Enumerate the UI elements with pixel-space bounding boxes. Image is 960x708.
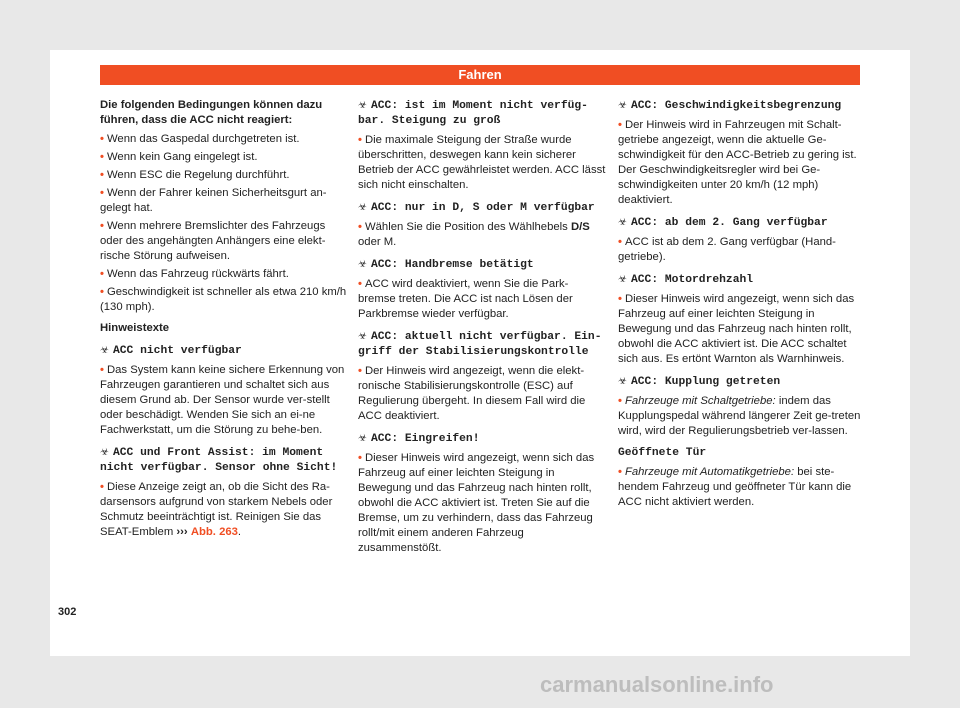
- section-banner: Fahren: [100, 65, 860, 85]
- message-text: • Fahrzeuge mit Schaltgetriebe: indem das Kupplungspedal während längerer Zeit ge-treten wird, wird der Regulierungsbetrieb ver-lassen.: [618, 394, 866, 439]
- arrow-icon: ›››: [176, 526, 188, 538]
- acc-warning-icon: ☣: [358, 433, 367, 444]
- acc-warning-icon: ☣: [100, 345, 109, 356]
- message-title: ☣ ACC: Eingreifen!: [358, 433, 480, 445]
- watermark: carmanualsonline.info: [540, 672, 774, 697]
- list-item: • Wenn mehrere Bremslichter des Fahrzeugs oder des angehängten Anhängers eine elekt-rische Störung aufweisen.: [100, 219, 348, 264]
- message-text: • Diese Anzeige zeigt an, ob die Sicht des Ra-darsensors aufgrund von starkem Nebels oder Schmutz beeinträchtigt ist. Reinigen Sie das SEAT-Emblem ››› Abb. 263.: [100, 480, 348, 540]
- acc-warning-icon: ☣: [100, 447, 109, 458]
- message-title: ☣ ACC: aktuell nicht verfügbar. Ein-griff der Stabilisierungskontrolle: [358, 331, 602, 358]
- message-title: ☣ ACC: Handbremse betätigt: [358, 259, 534, 271]
- list-item: • Wenn kein Gang eingelegt ist.: [100, 150, 348, 165]
- message-text: • Fahrzeuge mit Automatikgetriebe: bei ste-hendem Fahrzeug und geöffneter Tür kann die ACC nicht aktiviert werden.: [618, 465, 866, 510]
- message-text: • ACC ist ab dem 2. Gang verfügbar (Hand-getriebe).: [618, 235, 866, 265]
- message-title: ☣ ACC und Front Assist: im Moment nicht verfügbar. Sensor ohne Sicht!: [100, 447, 338, 474]
- figure-link[interactable]: Abb. 263: [190, 526, 238, 538]
- message-title: ☣ ACC: ab dem 2. Gang verfügbar: [618, 217, 828, 229]
- message-title: ☣ ACC nicht verfügbar: [100, 345, 242, 357]
- message-title: ☣ ACC: ist im Moment nicht verfüg-bar. Steigung zu groß: [358, 100, 588, 127]
- acc-warning-icon: ☣: [358, 202, 367, 213]
- message-text: • Das System kann keine sichere Erkennung von Fahrzeugen garantieren und schaltet sich aus diesem Grund ab. Der Sensor wurde ver-stellt oder beschädigt. Wenden Sie sich an ei-ne Fachwerkstatt, um die Störung zu behe-ben.: [100, 363, 348, 438]
- message-text: • Dieser Hinweis wird angezeigt, wenn sich das Fahrzeug auf einer leichten Steigung in Bewegung und das Fahrzeug nach hinten rollt, obwohl die ACC aktiviert ist. Treten Sie auf die Bremse, um zu verhindern, dass das Fahrzeug rollt/mit einem anderen Fahrzeug zusammenstößt.: [358, 451, 606, 556]
- list-item: • Wenn das Gaspedal durchgetreten ist.: [100, 132, 348, 147]
- acc-warning-icon: ☣: [618, 217, 627, 228]
- acc-warning-icon: ☣: [618, 376, 627, 387]
- message-text: • Der Hinweis wird angezeigt, wenn die elekt-ronische Stabilisierungskontrolle (ESC) auf Regulierung übergeht. In diesem Fall wird die ACC deaktiviert.: [358, 364, 606, 424]
- manual-page: [50, 50, 910, 656]
- message-title: ☣ ACC: Motordrehzahl: [618, 274, 754, 286]
- message-title: ☣ ACC: nur in D, S oder M verfügbar: [358, 202, 595, 214]
- message-title: Geöffnete Tür: [618, 447, 707, 459]
- list-item: • Wenn der Fahrer keinen Sicherheitsgurt an-gelegt hat.: [100, 186, 348, 216]
- page-number: 302: [58, 606, 77, 618]
- acc-warning-icon: ☣: [358, 331, 367, 342]
- acc-warning-icon: ☣: [618, 100, 627, 111]
- acc-warning-icon: ☣: [358, 259, 367, 270]
- message-text: • Die maximale Steigung der Straße wurde überschritten, deswegen kann kein sicherer Betrieb der ACC gewährleistet werden. ACC lässt sich nicht einschalten.: [358, 133, 606, 193]
- column-2: [358, 98, 606, 559]
- message-title: ☣ ACC: Geschwindigkeitsbegrenzung: [618, 100, 842, 112]
- column-3: [618, 98, 866, 513]
- intro-text: Die folgenden Bedingungen können dazu führen, dass die ACC nicht reagiert:: [100, 99, 323, 126]
- section-heading: Hinweistexte: [100, 322, 170, 334]
- message-text: • Wählen Sie die Position des Wählhebels D/S oder M.: [358, 220, 606, 250]
- column-1: [100, 98, 348, 543]
- message-text: • Der Hinweis wird in Fahrzeugen mit Schalt-getriebe angezeigt, wenn die aktuelle Ge-schwindigkeit für den ACC-Betrieb zu gering ist. Der Geschwindigkeitsregler wird bei Ge-schwindigkeiten unter 20 km/h (12 mph) deaktiviert.: [618, 118, 866, 208]
- message-text: • Dieser Hinweis wird angezeigt, wenn sich das Fahrzeug auf einer leichten Steigung in Bewegung und das Fahrzeug nach hinten rollt, obwohl die ACC aktiviert ist. Die ACC schaltet sich aus. Es ertönt Warnton als Warnhinweis.: [618, 292, 866, 367]
- acc-warning-icon: ☣: [618, 274, 627, 285]
- message-text: • ACC wird deaktiviert, wenn Sie die Park-bremse treten. Die ACC ist nach Lösen der Parkbremse wieder verfügbar.: [358, 277, 606, 322]
- list-item: • Wenn das Fahrzeug rückwärts fährt.: [100, 267, 348, 282]
- list-item: • Geschwindigkeit ist schneller als etwa 210 km/h (130 mph).: [100, 285, 348, 315]
- message-title: ☣ ACC: Kupplung getreten: [618, 376, 781, 388]
- acc-warning-icon: ☣: [358, 100, 367, 111]
- list-item: • Wenn ESC die Regelung durchführt.: [100, 168, 348, 183]
